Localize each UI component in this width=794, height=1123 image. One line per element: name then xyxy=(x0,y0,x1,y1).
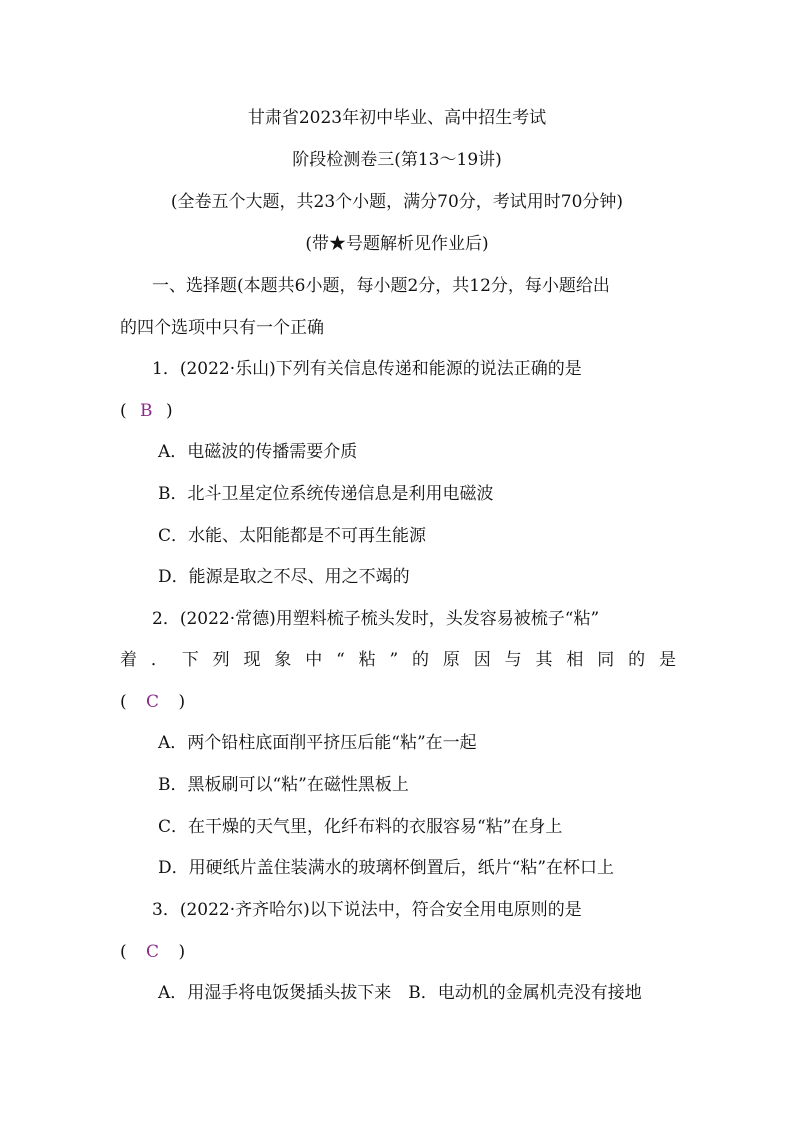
exam-instructions: (全卷五个大题，共23个小题，满分70分，考试用时70分钟) xyxy=(170,192,624,212)
answer-close-paren: ) xyxy=(178,942,186,962)
answer-letter: C xyxy=(146,942,160,962)
exam-subtitle: 阶段检测卷三(第13～19讲) xyxy=(292,150,502,170)
answer-close-paren: ) xyxy=(165,401,173,421)
question-1-option-b: B．北斗卫星定位系统传递信息是利用电磁波 xyxy=(158,484,494,504)
question-3-answer xyxy=(120,940,185,964)
answer-letter: B xyxy=(140,401,153,421)
question-1-answer xyxy=(120,399,173,423)
question-2-option-a: A．两个铅柱底面削平挤压后能“粘”在一起 xyxy=(158,733,477,753)
section-heading-line1: 一、选择题(本题共6小题，每小题2分，共12分，每小题给出 xyxy=(152,276,610,296)
answer-letter: C xyxy=(146,692,160,712)
answer-open-paren: ( xyxy=(120,401,127,421)
question-2-answer xyxy=(120,690,185,714)
question-2-option-c: C．在干燥的天气里，化纤布料的衣服容易“粘”在身上 xyxy=(158,817,563,837)
question-3-stem: 3．(2022·齐齐哈尔)以下说法中，符合安全用电原则的是 xyxy=(152,900,582,920)
question-1-option-d: D．能源是取之不尽、用之不竭的 xyxy=(158,567,410,587)
section-heading-line2: 的四个选项中只有一个正确 xyxy=(120,318,324,338)
question-1-option-c: C．水能、太阳能都是不可再生能源 xyxy=(158,526,427,546)
question-1-stem: 1．(2022·乐山)下列有关信息传递和能源的说法正确的是 xyxy=(152,359,582,379)
question-2-stem: 2．(2022·常德)用塑料梳子梳头发时，头发容易被梳子“粘” xyxy=(152,609,600,629)
exam-note: (带★号题解析见作业后) xyxy=(305,234,489,254)
question-2-option-b: B．黑板刷可以“粘”在磁性黑板上 xyxy=(158,775,409,795)
question-2-option-d: D．用硬纸片盖住装满水的玻璃杯倒置后，纸片“粘”在杯口上 xyxy=(158,858,615,878)
answer-close-paren: ) xyxy=(178,692,186,712)
question-3-options: A．用湿手将电饭煲插头拔下来 B．电动机的金属机壳没有接地 xyxy=(158,983,642,1003)
answer-open-paren: ( xyxy=(120,942,127,962)
answer-open-paren: ( xyxy=(120,692,127,712)
question-1-option-a: A．电磁波的传播需要介质 xyxy=(158,442,358,462)
question-2-stem-continued: 着．下列现象中“粘”的原因与其相同的是 xyxy=(120,650,676,670)
exam-title: 甘肃省2023年初中毕业、高中招生考试 xyxy=(247,108,547,128)
